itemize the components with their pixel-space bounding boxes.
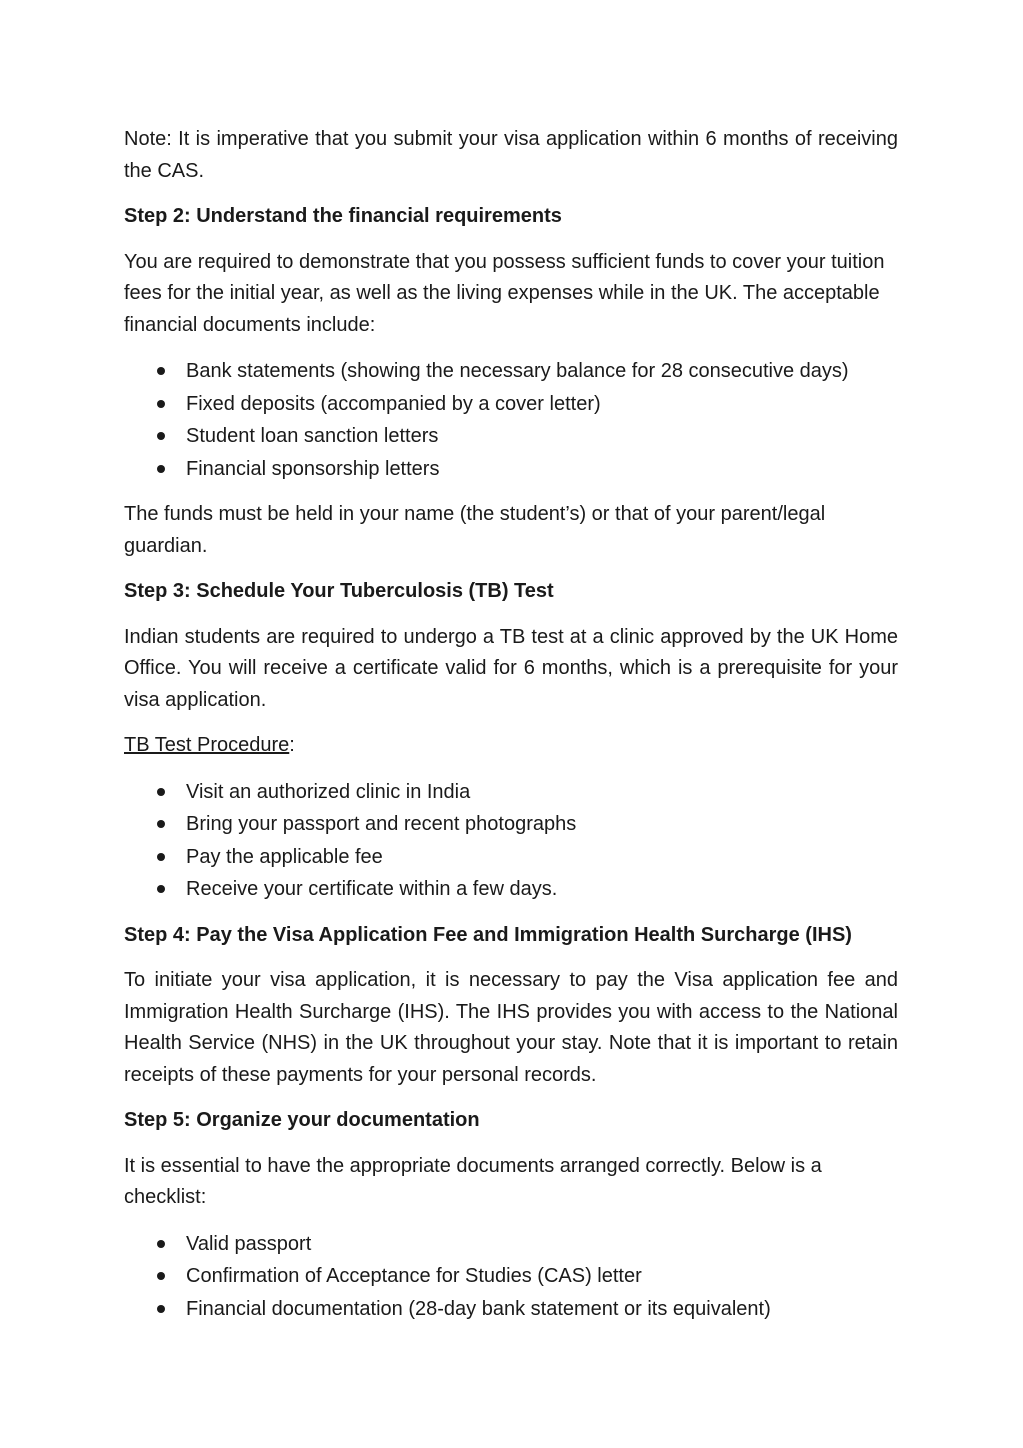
note-paragraph: Note: It is imperative that you submit your visa application within 6 months of receiving the CAS. bbox=[124, 128, 898, 182]
list-item: Financial documentation (28-day bank statement or its equivalent) bbox=[124, 1293, 898, 1326]
step4-body: To initiate your visa application, it is necessary to pay the Visa application fee and Immigration Health Surcharge (IHS). The IHS provides you with access to the National Health Service (NHS) in the UK throughout your stay. Note that it is important to retain receipts of these payments for your personal records. bbox=[124, 969, 898, 1086]
step3-heading: Step 3: Schedule Your Tuberculosis (TB) Test bbox=[124, 580, 554, 602]
list-item: Confirmation of Acceptance for Studies (CAS) letter bbox=[124, 1260, 898, 1293]
step2-outro: The funds must be held in your name (the student’s) or that of your parent/legal guardian. bbox=[124, 503, 826, 557]
list-item: Fixed deposits (accompanied by a cover letter) bbox=[124, 388, 898, 421]
step5-checklist bbox=[124, 1228, 898, 1326]
step3-procedure-list bbox=[124, 776, 898, 906]
list-item: Student loan sanction letters bbox=[124, 420, 898, 453]
list-item: Financial sponsorship letters bbox=[124, 453, 898, 486]
document-page bbox=[124, 124, 898, 1339]
step3-intro: Indian students are required to undergo a TB test at a clinic approved by the UK Home Office. You will receive a certificate valid for 6 months, which is a prerequisite for your visa application. bbox=[124, 625, 898, 711]
step2-heading: Step 2: Understand the financial requirements bbox=[124, 205, 562, 227]
step2-intro: You are required to demonstrate that you possess sufficient funds to cover your tuition fees for the initial year, as well as the living expenses while in the UK. The acceptable financial documents include: bbox=[124, 250, 885, 336]
step2-financial-documents-list bbox=[124, 355, 898, 485]
step4-heading: Step 4: Pay the Visa Application Fee and Immigration Health Surcharge (IHS) bbox=[124, 923, 852, 946]
list-item: Valid passport bbox=[124, 1228, 898, 1261]
list-item: Bring your passport and recent photographs bbox=[124, 808, 898, 841]
list-item: Bank statements (showing the necessary balance for 28 consecutive days) bbox=[124, 355, 898, 388]
step5-intro: It is essential to have the appropriate documents arranged correctly. Below is a checklist: bbox=[124, 1154, 822, 1208]
tb-procedure-colon: : bbox=[289, 734, 295, 756]
list-item: Receive your certificate within a few days. bbox=[124, 873, 898, 906]
step5-heading: Step 5: Organize your documentation bbox=[124, 1109, 480, 1131]
list-item: Pay the applicable fee bbox=[124, 841, 898, 874]
tb-procedure-label-line bbox=[124, 730, 898, 762]
list-item: Visit an authorized clinic in India bbox=[124, 776, 898, 809]
tb-procedure-label: TB Test Procedure bbox=[124, 734, 290, 756]
